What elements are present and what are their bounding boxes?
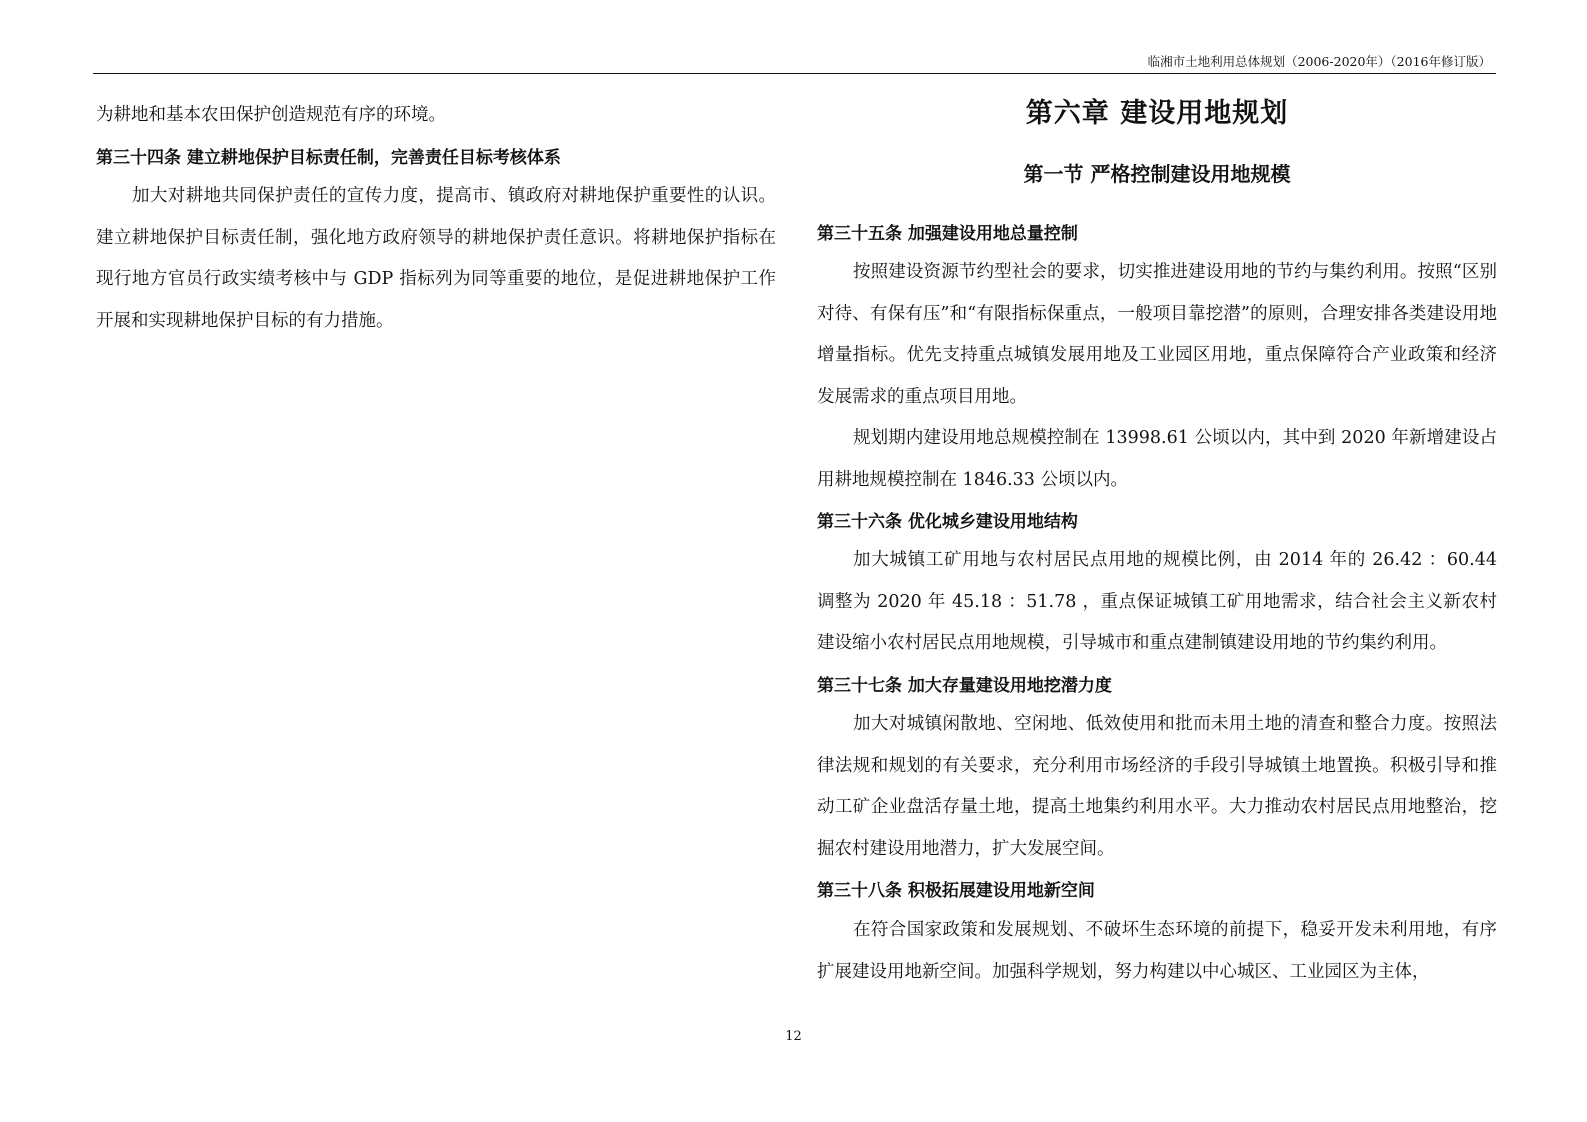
article-36-body: 加大城镇工矿用地与农村居民点用地的规模比例，由 2014 年的 26.42 ：60.44 调整为 2020 年 45.18 ：51.78 ，重点保证城镇工矿用地需求，结合社会主义新农村建设缩小农村居民点用地规模，引导城市和重点建制镇建设用地的节约集约利用。 [817,550,1497,653]
header-rule [93,73,1496,74]
article-35-paragraph-2: 规划期内建设用地总规模控制在 13998.61 公顷以内，其中到 2020 年新增建设占用耕地规模控制在 1846.33 公顷以内。 [817,428,1497,490]
article-37-body: 加大对城镇闲散地、空闲地、低效使用和批而未用土地的清查和整合力度。按照法律法规和规划的有关要求，充分利用市场经济的手段引导城镇土地置换。积极引导和推动工矿企业盘活存量土地，提高土地集约利用水平。大力推动农村居民点用地整治，挖掘农村建设用地潜力，扩大发展空间。 [817,714,1497,859]
article-38-body: 在符合国家政策和发展规划、不破坏生态环境的前提下，稳妥开发未利用地，有序扩展建设用地新空间。加强科学规划，努力构建以中心城区、工业园区为主体， [817,920,1497,982]
article-38-heading: 第三十八条 积极拓展建设用地新空间 [817,881,1095,901]
article-34-heading: 第三十四条 建立耕地保护目标责任制，完善责任目标考核体系 [96,148,561,168]
article-37-heading: 第三十七条 加大存量建设用地挖潜力度 [817,676,1112,696]
article-35-paragraph-1: 按照建设资源节约型社会的要求，切实推进建设用地的节约与集约利用。按照“区别对待、有保有压”和“有限指标保重点，一般项目靠挖潜”的原则，合理安排各类建设用地增量指标。优先支持重点城镇发展用地及工业园区用地，重点保障符合产业政策和经济发展需求的重点项目用地。 [817,262,1497,407]
article-34-body: 加大对耕地共同保护责任的宣传力度，提高市、镇政府对耕地保护重要性的认识。建立耕地保护目标责任制，强化地方政府领导的耕地保护责任意识。将耕地保护指标在现行地方官员行政实绩考核中与 GDP 指标列为同等重要的地位，是促进耕地保护工作开展和实现耕地保护目标的有力措施。 [96,186,776,331]
chapter-title: 第六章 建设用地规划 [1025,98,1289,129]
page-number: 12 [785,1029,802,1044]
section-title: 第一节 严格控制建设用地规模 [1023,162,1291,186]
article-35-heading: 第三十五条 加强建设用地总量控制 [817,224,1078,244]
continued-paragraph: 为耕地和基本农田保护创造规范有序的环境。 [96,105,446,125]
article-36-heading: 第三十六条 优化城乡建设用地结构 [817,512,1078,532]
running-header-title: 临湘市土地利用总体规划（2006-2020年）（2016年修订版） [1147,54,1491,69]
